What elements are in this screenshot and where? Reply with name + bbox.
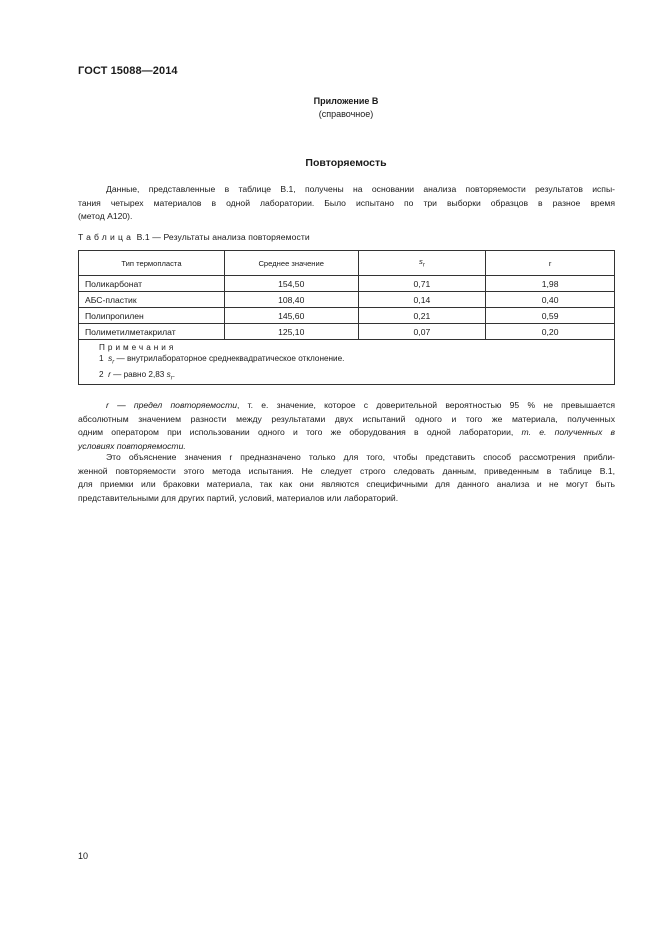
cell-material: Полипропилен	[79, 308, 225, 324]
table-notes-row	[79, 340, 615, 385]
intro-line: тания четырех материалов в одной лаборатории. Было испытано по три выборки образцов в разное время	[78, 197, 615, 208]
cell-sr: 0,14	[358, 292, 486, 308]
column-header-material: Тип термопласта	[79, 251, 225, 276]
table-header-row	[79, 251, 615, 276]
intro-line: (метод А120).	[78, 211, 133, 222]
document-header: ГОСТ 15088—2014	[78, 65, 178, 77]
table-caption	[78, 232, 310, 242]
page-number: 10	[78, 851, 89, 861]
definition-line: r — предел повторяемости, т. е. значение, которое с доверительной вероятностью 95 % не превышается	[106, 400, 615, 410]
explanation-line: представительными для других партий, условий, материалов или лабораторий.	[78, 492, 399, 503]
appendix-title: Приложение В	[313, 96, 379, 106]
results-table	[78, 250, 615, 385]
explanation-line: для приемки или браковки материала, так как они являются специфичными для данного анализа и не могут быть	[78, 479, 615, 490]
cell-material: Полиметилметакрилат	[79, 324, 225, 340]
note-2: 2 r — равно 2,83 $s_r$.	[99, 369, 175, 382]
table-row	[79, 308, 615, 324]
cell-material: Поликарбонат	[79, 276, 225, 292]
table-row	[79, 324, 615, 340]
table-notes	[79, 340, 615, 385]
column-header-mean: Среднее значение	[224, 251, 358, 276]
note-1: 1 $s_r$ — внутрилабораторное среднеквадратическое отклонение.	[99, 354, 345, 366]
definition-paragraph	[78, 399, 615, 453]
cell-sr: 0,71	[358, 276, 486, 292]
definition-line: одним оператором при использовании одного и того же оборудования в одной лаборатории, т. е. полученных в	[78, 427, 615, 438]
cell-material: АБС-пластик	[79, 292, 225, 308]
cell-r: 0,40	[486, 292, 615, 308]
definition-term: r — предел повторяемости	[106, 400, 238, 410]
intro-line: Данные, представленные в таблице В.1, получены на основании анализа повторяемости результатов испы-	[106, 184, 615, 194]
intro-paragraph	[78, 183, 615, 224]
definition-line: условиях повторяемости.	[78, 440, 186, 451]
section-title: Повторяемость	[305, 157, 387, 169]
cell-mean: 108,40	[224, 292, 358, 308]
cell-mean: 154,50	[224, 276, 358, 292]
table-caption-label: Таблица	[78, 232, 135, 242]
table-caption-text: В.1 — Результаты анализа повторяемости	[134, 232, 310, 242]
cell-r: 0,20	[486, 324, 615, 340]
cell-sr: 0,07	[358, 324, 486, 340]
cell-sr: 0,21	[358, 308, 486, 324]
table-row	[79, 276, 615, 292]
cell-mean: 145,60	[224, 308, 358, 324]
explanation-paragraph	[78, 451, 615, 505]
explanation-line: Это объяснение значения r предназначено только для того, чтобы представить способ рассмотрения прибли-	[106, 452, 615, 462]
definition-line: абсолютным значением разности между результатами двух испытаний одного и того же материала, полученных	[78, 413, 615, 424]
column-header-sr: $s_r$	[358, 251, 486, 276]
column-header-r: r	[486, 251, 615, 276]
appendix-type: (справочное)	[318, 109, 374, 119]
cell-r: 1,98	[486, 276, 615, 292]
explanation-line: женной повторяемости этого метода испытания. Не следует строго следовать данным, приведенным в таблице В.1,	[78, 465, 615, 476]
notes-heading: Примечания	[99, 343, 177, 352]
cell-r: 0,59	[486, 308, 615, 324]
table-row	[79, 292, 615, 308]
cell-mean: 125,10	[224, 324, 358, 340]
